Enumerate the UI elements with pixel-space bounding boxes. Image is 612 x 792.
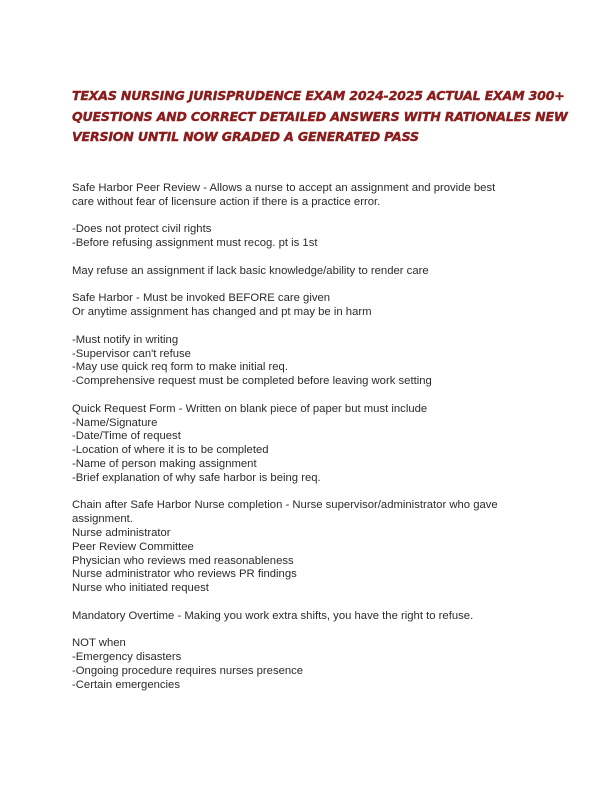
text-line: Safe Harbor Peer Review - Allows a nurse to accept an assignment and provide best [72, 182, 496, 194]
document-body [72, 182, 542, 706]
text-line: Safe Harbor - Must be invoked BEFORE care given [72, 292, 331, 305]
text-line: -Date/Time of request [72, 430, 181, 443]
text-line: -Location of where it is to be completed [72, 444, 269, 457]
paragraph-quick-request-form [72, 403, 542, 486]
text-line: -Emergency disasters [72, 651, 182, 664]
text-line: -Does not protect civil rights [72, 223, 212, 236]
paragraph-protections [72, 223, 542, 251]
text-line: Nurse who initiated request [72, 582, 209, 595]
text-line: -Supervisor can't refuse [72, 347, 191, 360]
paragraph-mandatory-overtime [72, 610, 542, 624]
text-line: Or anytime assignment has changed and pt may be in harm [72, 306, 372, 319]
text-line: -Comprehensive request must be completed before leaving work setting [72, 375, 432, 388]
title-line: VERSION UNTIL NOW GRADED A GENERATED PASS [72, 129, 419, 144]
text-line: Nurse administrator who reviews PR findings [72, 568, 297, 581]
paragraph-refuse-assignment [72, 265, 542, 279]
paragraph-notify-list [72, 334, 542, 389]
paragraph-safe-harbor-invoke [72, 292, 542, 320]
text-line: Mandatory Overtime - Making you work extra shifts, you have the right to refuse. [72, 609, 474, 622]
paragraph-not-when [72, 637, 542, 692]
text-line: -Must notify in writing [72, 333, 179, 346]
text-line: assignment. [72, 513, 133, 526]
text-line: -May use quick req form to make initial req. [72, 361, 288, 374]
text-line: Chain after Safe Harbor Nurse completion - Nurse supervisor/administrator who gave [72, 499, 498, 512]
text-line: May refuse an assignment if lack basic knowledge/ability to render care [72, 264, 429, 277]
paragraph-chain-after-safe-harbor [72, 499, 542, 596]
text-line: -Before refusing assignment must recog. pt is 1st [72, 237, 318, 250]
title-line: TEXAS NURSING JURISPRUDENCE EXAM 2024-2025 ACTUAL EXAM 300+ [72, 88, 565, 103]
text-line: -Brief explanation of why safe harbor is being req. [72, 471, 321, 484]
text-line: -Certain emergencies [72, 678, 180, 691]
document-title [72, 86, 568, 148]
text-line: -Name of person making assignment [72, 457, 257, 470]
title-line: QUESTIONS AND CORRECT DETAILED ANSWERS WITH RATIONALES NEW [72, 108, 568, 124]
text-line: -Ongoing procedure requires nurses presence [72, 664, 304, 677]
text-line: NOT when [72, 637, 126, 650]
text-line: Peer Review Committee [72, 540, 194, 553]
text-line: Quick Request Form - Written on blank piece of paper but must include [72, 402, 428, 415]
text-line: -Name/Signature [72, 416, 158, 429]
text-line: Nurse administrator [72, 526, 171, 539]
text-line: care without fear of licensure action if there is a practice error. [72, 195, 381, 208]
paragraph-safe-harbor-peer-review [72, 182, 542, 210]
text-line: Physician who reviews med reasonableness [72, 554, 294, 567]
